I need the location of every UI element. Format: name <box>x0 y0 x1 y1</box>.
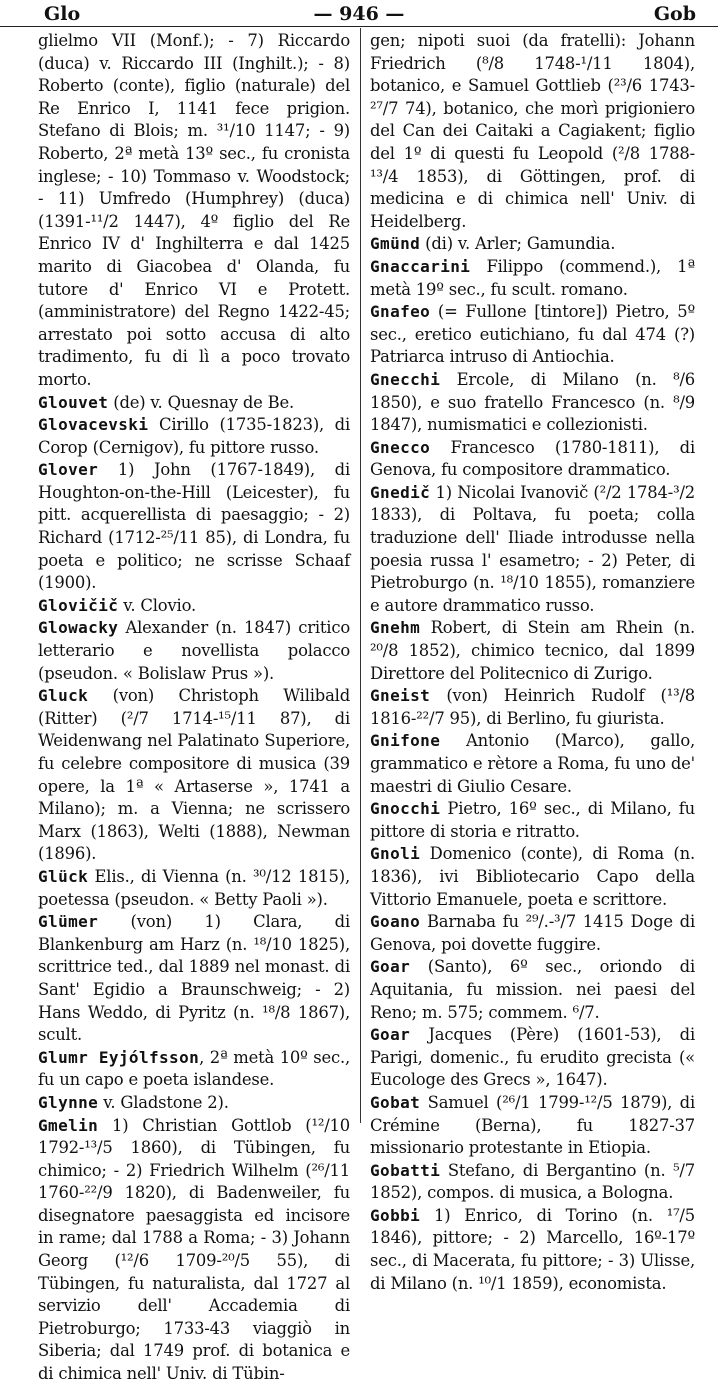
entry-headword: Gneist <box>370 686 431 706</box>
entry <box>38 414 350 459</box>
entry-text: Domenico (conte), di Roma (n. 1836), ivi Bibliotecario Capo della Vittorio Emanuele, poeta e scrittore. <box>370 844 695 909</box>
entry-text: , 2ª metà 10º sec., fu un capo e poeta islandese. <box>38 1047 350 1090</box>
entry <box>370 911 695 956</box>
entry-headword: Gmünd <box>370 234 421 254</box>
entry-text: Barnaba fu ²⁹/.-³/7 1415 Doge di Genova, poi dovette fuggire. <box>370 912 695 954</box>
entry <box>38 459 350 595</box>
entry-text: 1) Nicolai Ivanovič (²/2 1784-³/2 1833), di Poltava, fu poeta; colla traduzione dell' Iliade introdusse nella poesia russa l' esametro; - 2) Peter, di Pietroburgo (n. ¹⁸/10 1855), romanziere e autore drammatico russo. <box>370 482 695 615</box>
entry <box>370 1205 695 1295</box>
entry <box>370 437 695 482</box>
entry-headword: Gnehm <box>370 618 421 638</box>
entry-text: gen; nipoti suoi (da fratelli): Johann Friedrich (⁸/8 1748-¹/11 1804), botanico, e Samuel Gottlieb (²³/6 1743-²⁷/7 74), botanico, che morì prigioniero del Can dei Caitaki a Cagiakent; figlio del 1º di questi fu Leopold (²/8 1788-¹³/4 1853), di Göttingen, prof. di medicina e di chimica nell' Univ. di Heidelberg. <box>370 31 695 231</box>
entry <box>38 392 350 415</box>
entry-text: Jacques (Père) (1601-53), di Parigi, domenic., fu erudito grecista (« Eucologe des Grecs », 1647). <box>370 1025 695 1090</box>
entry-headword: Gnedič <box>370 482 431 502</box>
entry-headword: Gobbi <box>370 1205 421 1225</box>
entry-text: Francesco (1780-1811), di Genova, fu compositore drammatico. <box>370 437 695 480</box>
entry-headword: Gnoli <box>370 844 421 864</box>
entry-text: v. Gladstone 2). <box>98 1092 229 1112</box>
entry-headword: Goar <box>370 1025 411 1045</box>
entry-headword: Gnafeo <box>370 302 431 322</box>
entry-text: v. Clovio. <box>118 595 196 615</box>
entry <box>370 956 695 1024</box>
entry-text: Samuel (²⁶/1 1799-¹²/5 1879), di Crémine (Berna), fu 1827-37 missionario protestante in Etiopia. <box>370 1092 695 1158</box>
entry <box>370 30 695 233</box>
entry-headword: Gnecco <box>370 437 431 457</box>
entry-headword: Glovacevski <box>38 415 149 435</box>
entry-text: Stefano, di Bergantino (n. ⁵/7 1852), compos. di musica, a Bologna. <box>370 1160 695 1203</box>
entry-headword: Gmelin <box>38 1115 99 1135</box>
entry-headword: Goano <box>370 912 421 932</box>
entry-text: Pietro, 16º sec., di Milano, fu pittore di storia e ritratto. <box>370 799 695 841</box>
entry <box>370 617 695 685</box>
entry-text: Filippo (commend.), 1ª metà 19º sec., fu scult. romano. <box>370 256 695 299</box>
entry <box>38 595 350 618</box>
entry <box>38 617 350 685</box>
entry-text: glielmo VII (Monf.); - 7) Riccardo (duca) v. Riccardo III (Inghilt.); - 8) Roberto (conte), figlio (naturale) del Re Enrico I, 1141 fece prigion. Stefano di Blois; m. ³¹/10 1147; - 9) Roberto, 2ª metà 13º sec., fu cronista inglese; - 10) Tommaso v. Woodstock; - 11) Umfredo (Humphrey) (duca) (1391-¹¹/2 1447), 4º figlio del Re Enrico IV d' Inghilterra e dal 1425 marito di Giacobea d' Olanda, fu tutore d' Enrico VI e Protett. (amministratore) del Regno 1422-45; arrestato poi sotto accusa di alto tradimento, fu di lì a poco trovato morto. <box>38 31 350 389</box>
entry-headword: Glouvet <box>38 392 109 412</box>
entry-text: (de) v. Quesnay de Be. <box>108 392 295 412</box>
entry <box>38 911 350 1047</box>
entry-headword: Glover <box>38 460 99 480</box>
entry <box>38 30 350 392</box>
entry-headword: Glowacky <box>38 618 119 638</box>
entry-text: Ercole, di Milano (n. ⁸/6 1850), e suo fratello Francesco (n. ⁸/9 1847), numismatici e collezionisti. <box>370 369 695 435</box>
page-header <box>0 0 718 27</box>
entry-text: (di) v. Arler; Gamundia. <box>420 234 616 254</box>
left-column <box>38 30 350 1386</box>
entry <box>38 1115 350 1386</box>
page-number: — 946 — <box>313 3 405 25</box>
entry-text: Elis., di Vienna (n. ³⁰/12 1815), poetessa (pseudon. « Betty Paoli »). <box>38 866 350 909</box>
entry-headword: Glynne <box>38 1092 99 1112</box>
entry <box>370 1092 695 1160</box>
entry <box>370 843 695 911</box>
entry-text: (von) 1) Clara, di Blankenburg am Harz (n. ¹⁸/10 1825), scrittrice ted., dal 1889 nel monast. di Sant' Egidio a Braunschweig; - 2) Hans Weddo, di Pyritz (n. ¹⁸/8 1867), scult. <box>38 912 350 1045</box>
entry <box>370 233 695 256</box>
entry-headword: Gnaccarini <box>370 256 471 276</box>
entry-headword: Gnocchi <box>370 799 441 819</box>
entry-text: (von) Christoph Wilibald (Ritter) (²/7 1714-¹⁵/11 87), di Weidenwang nel Palatinato Superiore, fu celebre compositore di musica (39 opere, la 1ª « Artaserse », 1741 a Milano); m. a Vienna; ne scrissero Marx (1863), Welti (1888), Newman (1896). <box>38 686 350 864</box>
entry <box>370 369 695 437</box>
entry-headword: Goar <box>370 957 411 977</box>
entry-text: (Santo), 6º sec., oriondo di Aquitania, fu mission. nei paesi del Reno; m. 575; commem. ⁶/7. <box>370 957 695 1022</box>
entry-text: 1) John (1767-1849), di Houghton-on-the-Hill (Leicester), fu pitt. acquerellista di paesaggio; - 2) Richard (1712-²⁵/11 85), di Londra, fu poeta e politico; ne scrisse Schaaf (1900). <box>38 460 350 593</box>
entry <box>370 1024 695 1092</box>
entry-headword: Glumr Eyjólfsson <box>38 1047 200 1067</box>
entry-headword: Glümer <box>38 912 99 932</box>
entry-headword: Gnecchi <box>370 369 441 389</box>
entry-text: (von) Heinrich Rudolf (¹³/8 1816-²²/7 95), di Berlino, fu giurista. <box>370 686 695 728</box>
column-divider <box>360 28 361 1123</box>
entry <box>370 301 695 369</box>
entry <box>370 685 695 730</box>
entry-headword: Glovičič <box>38 595 119 615</box>
header-left-guideword: Glo <box>44 3 81 25</box>
entry-text: Cirillo (1735-1823), di Corop (Cernigov), fu pittore russo. <box>38 415 350 457</box>
entry <box>38 866 350 911</box>
entry <box>370 798 695 843</box>
entry-headword: Glück <box>38 866 89 886</box>
entry-text: Alexander (n. 1847) critico letterario e novellista polacco (pseudon. « Bolislaw Prus »). <box>38 618 350 683</box>
entry-headword: Gnifone <box>370 731 441 751</box>
entry <box>38 685 350 866</box>
right-column <box>370 30 695 1295</box>
entry-text: 1) Enrico, di Torino (n. ¹⁷/5 1846), pittore; - 2) Marcello, 16º-17º sec., di Macerata, fu pittore; - 3) Ulisse, di Milano (n. ¹⁰/1 1859), economista. <box>370 1205 695 1293</box>
entry <box>370 1160 695 1205</box>
entry-headword: Gobatti <box>370 1160 441 1180</box>
entry <box>370 730 695 798</box>
header-right-guideword: Gob <box>653 3 696 25</box>
entry-text: Antonio (Marco), gallo, grammatico e rètore a Roma, fu uno de' maestri di Giulio Cesare. <box>370 731 695 796</box>
entry <box>370 482 695 618</box>
entry <box>38 1092 350 1115</box>
entry-headword: Gobat <box>370 1092 421 1112</box>
entry <box>370 256 695 301</box>
entry-text: Robert, di Stein am Rhein (n. ²⁰/8 1852), chimico tecnico, dal 1899 Direttore del Politecnico di Zurigo. <box>370 618 695 683</box>
entry-headword: Gluck <box>38 686 89 706</box>
entry-text: 1) Christian Gottlob (¹²/10 1792-¹³/5 1860), di Tübingen, fu chimico; - 2) Friedrich Wilhelm (²⁶/11 1760-²²/9 1820), di Badenweiler, fu disegnatore paesaggista ed incisore in rame; dal 1788 a Roma; - 3) Johann Georg (¹²/6 1709-²⁰/5 55), di Tübingen, fu naturalista, dal 1727 al servizio dell' Accademia di Pietroburgo; 1733-43 viaggiò in Siberia; dal 1749 prof. di botanica e di chimica nell' Univ. di Tübin- <box>38 1115 350 1384</box>
entry-text: (= Fullone [tintore]) Pietro, 5º sec., eretico eutichiano, fu dal 474 (?) Patriarca intruso di Antiochia. <box>370 302 695 367</box>
entry <box>38 1047 350 1092</box>
